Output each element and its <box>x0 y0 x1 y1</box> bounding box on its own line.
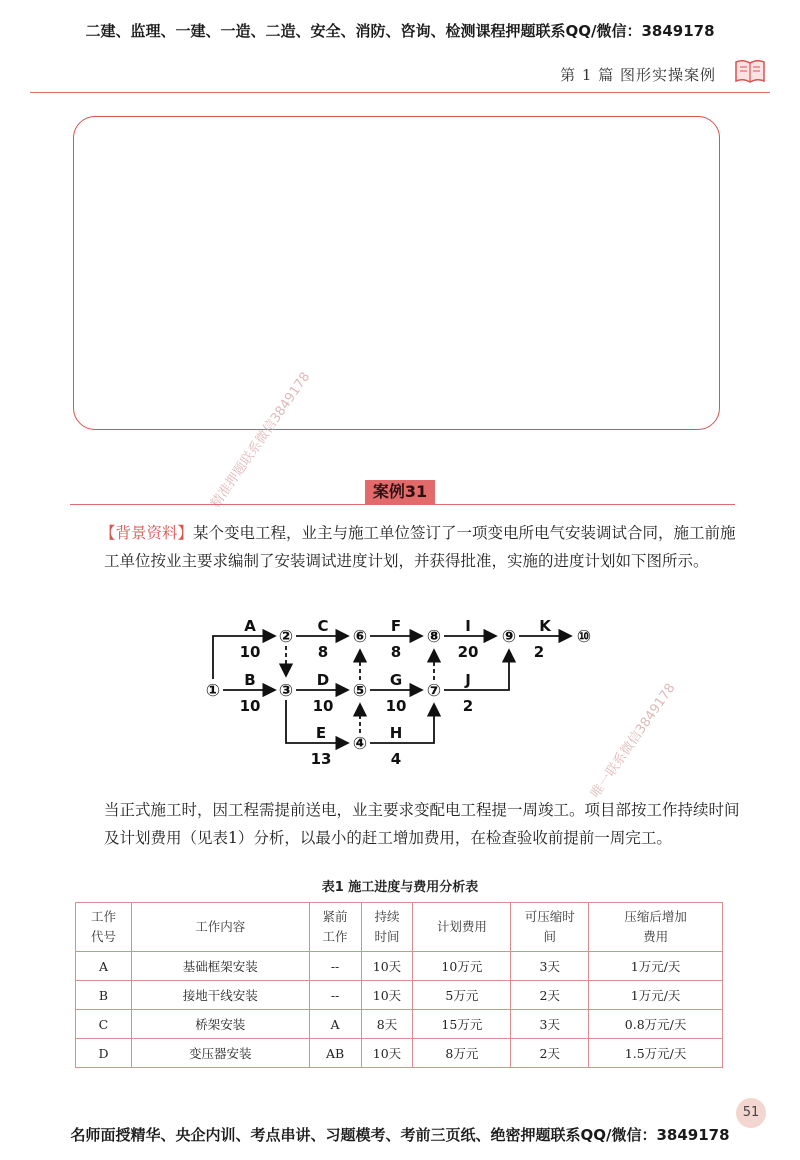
case-title: 案例31 <box>365 480 435 504</box>
duration-F: 8 <box>390 643 402 661</box>
footer-banner: 名师面授精华、央企内训、考点串讲、习题模考、考前三页纸、绝密押题联系QQ/微信：3849178 <box>70 1126 730 1144</box>
label-H: H <box>389 724 403 742</box>
duration-E: 13 <box>310 750 332 768</box>
table-cell: A <box>309 1010 361 1039</box>
table-cell: 10天 <box>361 1039 413 1068</box>
table-cell: 桥架安装 <box>131 1010 309 1039</box>
table-cell: 2天 <box>511 981 589 1010</box>
table-row <box>76 981 723 1010</box>
case-divider <box>70 504 735 505</box>
table-header-row <box>76 903 723 952</box>
table-cell: 2天 <box>511 1039 589 1068</box>
header-divider <box>30 92 770 93</box>
node-9: ⑨ <box>501 627 517 647</box>
table-cell: 接地干线安装 <box>131 981 309 1010</box>
background-text: 某个变电工程，业主与施工单位签订了一项变电所电气安装调试合同，施工前施工单位按业主要求编制了安装调试进度计划，并获得批准，实施的进度计划如下图所示。 <box>104 524 736 570</box>
watermark: 唯一联系微信3849178 <box>588 680 679 801</box>
duration-H: 4 <box>390 750 402 768</box>
label-K: K <box>539 617 551 635</box>
label-I: I <box>465 617 471 635</box>
duration-D: 10 <box>312 697 334 715</box>
duration-G: 10 <box>385 697 407 715</box>
node-4: ④ <box>352 734 368 754</box>
node-3: ③ <box>278 681 294 701</box>
table-cell: 3天 <box>511 1010 589 1039</box>
table-row <box>76 1010 723 1039</box>
table-cell: 5万元 <box>413 981 511 1010</box>
table-cell: -- <box>309 952 361 981</box>
background-paragraph <box>100 519 744 575</box>
table-header: 可压缩时 间 <box>511 903 589 952</box>
table-cell: A <box>76 952 132 981</box>
table-cell: 变压器安装 <box>131 1039 309 1068</box>
node-2: ② <box>278 627 294 647</box>
top-banner: 二建、监理、一建、一造、二造、安全、消防、咨询、检测课程押题联系QQ/微信：3849178 <box>85 22 715 40</box>
table-cell: B <box>76 981 132 1010</box>
table-row <box>76 952 723 981</box>
duration-A: 10 <box>239 643 261 661</box>
table-cell: -- <box>309 981 361 1010</box>
watermark: 精准押题联系微信3849178 <box>208 369 314 511</box>
table-cell: C <box>76 1010 132 1039</box>
table-cell: AB <box>309 1039 361 1068</box>
table-cell: 3天 <box>511 952 589 981</box>
label-G: G <box>389 671 403 689</box>
book-icon <box>734 58 766 84</box>
table-cell: 0.8万元/天 <box>589 1010 723 1039</box>
table-header: 工作 代号 <box>76 903 132 952</box>
paragraph-2: 当正式施工时，因工程需提前送电，业主要求变配电工程提一周竣工。项目部按工作持续时间及计划费用（见表1）分析，以最小的赶工增加费用，在检查验收前提前一周完工。 <box>104 801 740 847</box>
label-C: C <box>317 617 329 635</box>
table-cell: 1.5万元/天 <box>589 1039 723 1068</box>
table-cell: 基础框架安装 <box>131 952 309 981</box>
node-5: ⑤ <box>352 681 368 701</box>
duration-C: 8 <box>317 643 329 661</box>
duration-K: 2 <box>533 643 545 661</box>
empty-answer-frame <box>73 116 720 430</box>
table-cell: 10万元 <box>413 952 511 981</box>
table-cell: 1万元/天 <box>589 981 723 1010</box>
table-cell: 10天 <box>361 952 413 981</box>
node-8: ⑧ <box>426 627 442 647</box>
table-cell: 1万元/天 <box>589 952 723 981</box>
table-cell: 10天 <box>361 981 413 1010</box>
network-diagram <box>195 612 615 772</box>
cost-table <box>75 902 723 1068</box>
table-header: 压缩后增加 费用 <box>589 903 723 952</box>
label-A: A <box>244 617 256 635</box>
node-7: ⑦ <box>426 681 442 701</box>
label-B: B <box>244 671 256 689</box>
table-header: 持续 时间 <box>361 903 413 952</box>
duration-B: 10 <box>239 697 261 715</box>
label-E: E <box>315 724 327 742</box>
table-header: 计划费用 <box>413 903 511 952</box>
table-cell: D <box>76 1039 132 1068</box>
table-cell: 8天 <box>361 1010 413 1039</box>
table-caption: 表1 施工进度与费用分析表 <box>321 880 479 895</box>
node-10: ⑩ <box>576 627 592 647</box>
table-cell: 15万元 <box>413 1010 511 1039</box>
label-F: F <box>390 617 402 635</box>
page-number: 51 <box>736 1098 766 1128</box>
node-1: ① <box>205 681 221 701</box>
background-tag: 【背景资料】 <box>100 524 194 542</box>
chapter-label: 第 1 篇 图形实操案例 <box>560 66 716 84</box>
node-6: ⑥ <box>352 627 368 647</box>
label-J: J <box>465 671 471 689</box>
table-header: 紧前 工作 <box>309 903 361 952</box>
label-D: D <box>316 671 330 689</box>
duration-I: 20 <box>457 643 479 661</box>
table-header: 工作内容 <box>131 903 309 952</box>
table-cell: 8万元 <box>413 1039 511 1068</box>
table-row <box>76 1039 723 1068</box>
duration-J: 2 <box>462 697 474 715</box>
